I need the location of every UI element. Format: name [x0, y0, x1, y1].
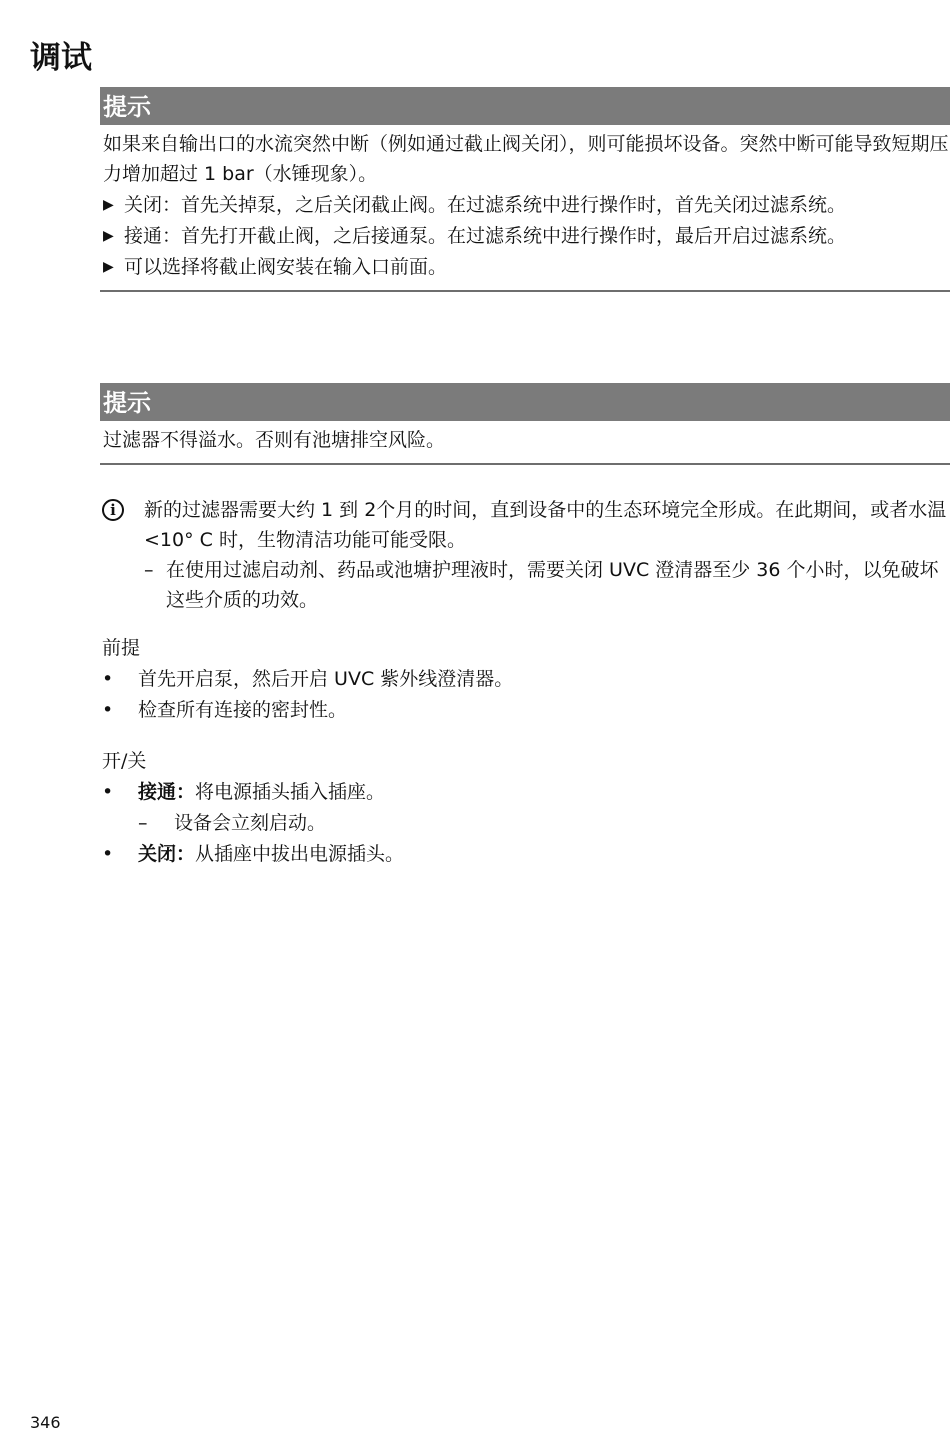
info-text: 新的过滤器需要大约 1 到 2个月的时间，直到设备中的生态环境完全形成。在此期间，或者水温 <10° C 时，生物清洁功能可能受限。 — [144, 499, 947, 551]
power-title: 开/关 — [102, 750, 147, 772]
list-item-power-on — [102, 777, 942, 839]
notice-header: 提示 — [100, 383, 950, 421]
notice-body — [100, 421, 950, 463]
triangle-icon: ▶ — [103, 259, 114, 275]
notice-paragraph: 过滤器不得溢水。否则有池塘排空风险。 — [103, 429, 446, 451]
list-item-power-off — [102, 839, 942, 870]
list-item-text: 首先开启泵，然后开启 UVC 紫外线澄清器。 — [138, 668, 514, 690]
dash-icon: – — [144, 559, 154, 581]
info-subnote-text: 在使用过滤启动剂、药品或池塘护理液时，需要关闭 UVC 澄清器至少 36 个小时，以免破坏这些介质的功效。 — [166, 559, 939, 611]
power-off-text: 从插座中拔出电源插头。 — [195, 843, 405, 865]
notice-list — [103, 190, 950, 282]
bullet-icon: • — [102, 699, 114, 721]
info-subnote — [144, 555, 947, 615]
list-item — [102, 664, 942, 695]
notice-paragraph: 如果来自输出口的水流突然中断（例如通过截止阀关闭），则可能损坏设备。突然中断可能导致短期压力增加超过 1 bar（水锤现象）。 — [103, 133, 949, 185]
list-item-text: 可以选择将截止阀安装在输入口前面。 — [124, 256, 448, 278]
page-title: 调试 — [30, 40, 92, 76]
notice-box-water-hammer — [100, 87, 950, 292]
list-item — [103, 190, 950, 220]
power-on-label: 接通： — [138, 781, 196, 803]
notice-body — [100, 125, 950, 290]
list-item-text: 关闭：首先关掉泵，之后关闭截止阀。在过滤系统中进行操作时，首先关闭过滤系统。 — [124, 194, 847, 216]
bullet-icon: • — [102, 668, 114, 690]
notice-header: 提示 — [100, 87, 950, 125]
power-section — [102, 746, 942, 870]
triangle-icon: ▶ — [103, 228, 114, 244]
power-on-subnote — [138, 808, 942, 839]
prerequisites-title: 前提 — [102, 637, 141, 659]
list-item — [102, 695, 942, 726]
dash-icon: – — [138, 812, 148, 834]
notice-box-overflow — [100, 383, 950, 465]
list-item-text: 接通：首先打开截止阀，之后接通泵。在过滤系统中进行操作时，最后开启过滤系统。 — [124, 225, 847, 247]
prerequisites-section — [102, 633, 942, 726]
info-block — [102, 495, 947, 615]
bullet-icon: • — [102, 843, 114, 865]
power-list — [102, 777, 942, 870]
power-on-subnote-text: 设备会立刻启动。 — [174, 812, 327, 834]
list-item — [103, 221, 950, 251]
info-circle-icon: i — [102, 499, 124, 521]
power-off-label: 关闭： — [138, 843, 196, 865]
power-on-text: 将电源插头插入插座。 — [195, 781, 386, 803]
bullet-icon: • — [102, 781, 114, 803]
triangle-icon: ▶ — [103, 197, 114, 213]
page-number: 346 — [30, 1413, 61, 1432]
list-item — [103, 252, 950, 282]
prerequisites-list — [102, 664, 942, 726]
list-item-text: 检查所有连接的密封性。 — [138, 699, 348, 721]
